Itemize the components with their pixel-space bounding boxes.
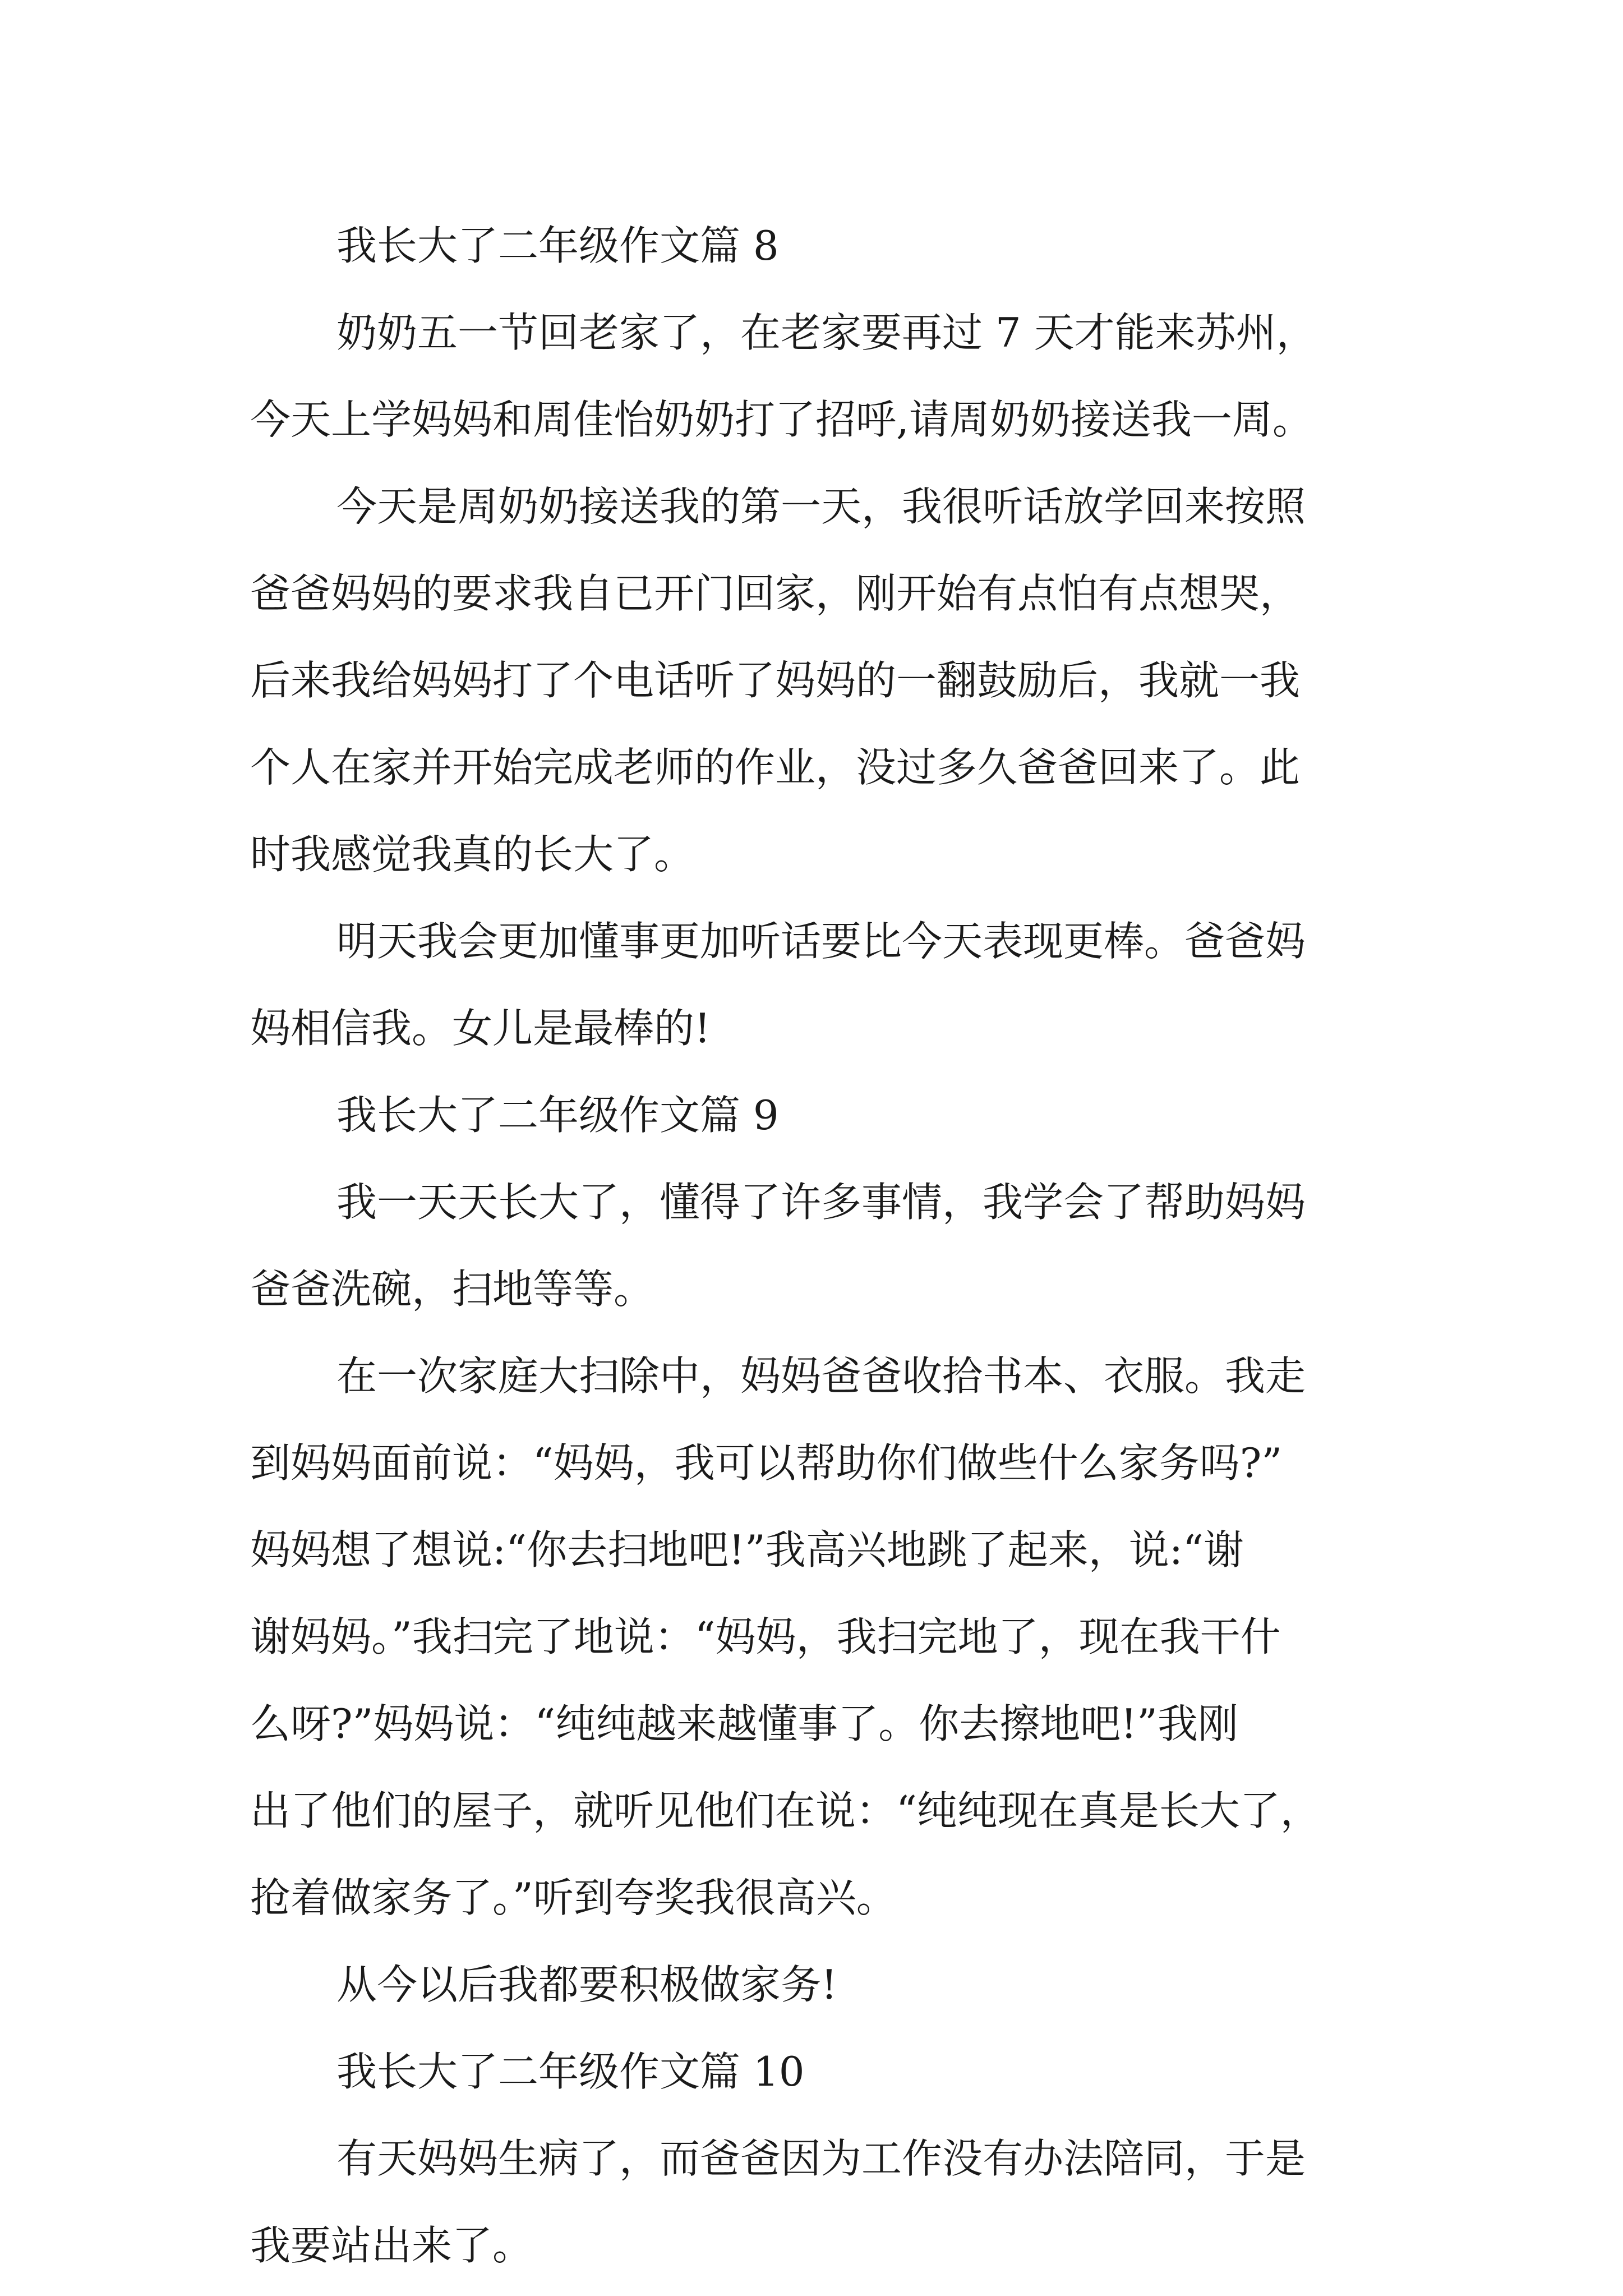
paragraph-line: 妈妈想了想说:“你去扫地吧!”我高兴地跳了起来，说:“谢 [250, 1526, 1244, 1573]
paragraph-line: 到妈妈面前说：“妈妈，我可以帮助你们做些什么家务吗?” [250, 1439, 1283, 1487]
paragraph-line: 奶奶五一节回老家了，在老家要再过 7 天才能来苏州， [336, 309, 1317, 356]
paragraph-line: 从今以后我都要积极做家务! [336, 1961, 837, 2008]
essay-heading-9: 我长大了二年级作文篇 9 [336, 1092, 779, 1139]
paragraph-line: 谢妈妈。”我扫完了地说：“妈妈，我扫完地了，现在我干什 [250, 1613, 1281, 1660]
paragraph-line: 今天是周奶奶接送我的第一天，我很听话放学回来按照 [336, 483, 1306, 530]
paragraph-line: 妈相信我。女儿是最棒的! [250, 1005, 711, 1052]
paragraph-line: 今天上学妈妈和周佳怡奶奶打了招呼,请周奶奶接送我一周。 [250, 396, 1313, 443]
paragraph-line: 出了他们的屋子，就听见他们在说：“纯纯现在真是长大了， [250, 1787, 1321, 1834]
paragraph-line: 有天妈妈生病了，而爸爸因为工作没有办法陪同，于是 [336, 2135, 1306, 2182]
essay-heading-10: 我长大了二年级作文篇 10 [336, 2048, 805, 2095]
essay-heading-8: 我长大了二年级作文篇 8 [336, 222, 779, 269]
paragraph-line: 么呀?”妈妈说：“纯纯越来越懂事了。你去擦地吧!”我刚 [250, 1700, 1238, 1747]
paragraph-line: 我要站出来了。 [250, 2222, 533, 2269]
paragraph-line: 我一天天长大了，懂得了许多事情，我学会了帮助妈妈 [336, 1179, 1306, 1226]
paragraph-line: 时我感觉我真的长大了。 [250, 831, 695, 878]
paragraph-line: 明天我会更加懂事更加听话要比今天表现更棒。爸爸妈 [336, 918, 1306, 965]
paragraph-line: 抢着做家务了。”听到夸奖我很高兴。 [250, 1874, 897, 1921]
paragraph-line: 个人在家并开始完成老师的作业，没过多久爸爸回来了。此 [250, 744, 1301, 791]
paragraph-line: 爸爸洗碗，扫地等等。 [250, 1266, 654, 1313]
paragraph-line: 在一次家庭大扫除中，妈妈爸爸收拾书本、衣服。我走 [336, 1352, 1306, 1400]
paragraph-line: 爸爸妈妈的要求我自已开门回家，刚开始有点怕有点想哭， [250, 570, 1301, 617]
paragraph-line: 后来我给妈妈打了个电话听了妈妈的一翻鼓励后，我就一我 [250, 657, 1301, 704]
